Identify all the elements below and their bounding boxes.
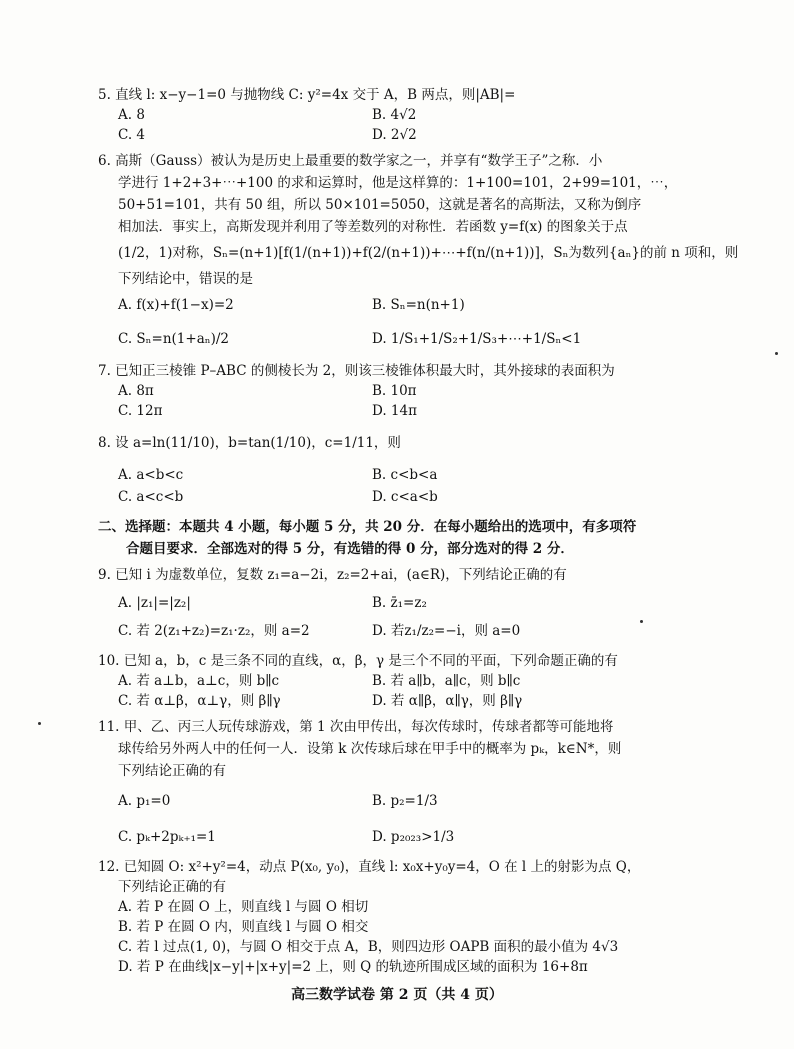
q9-option-b: B. z̄₁=z₂ [372, 595, 427, 611]
q10-option-b: B. 若 a∥b，a∥c，则 b∥c [372, 673, 521, 689]
q12-line-1: 12. 已知圆 O: x²+y²=4，动点 P(x₀, y₀)，直线 l: x₀x+y₀y=4，O 在 l 上的射影为点 Q， [98, 859, 641, 875]
q10-option-a: A. 若 a⊥b，a⊥c，则 b∥c [118, 673, 280, 689]
q12-option-a: A. 若 P 在圆 O 上，则直线 l 与圆 O 相切 [118, 899, 369, 915]
scan-speck [640, 620, 643, 623]
page-footer: 高三数学试卷 第 2 页（共 4 页） [291, 987, 503, 1003]
q7-option-d: D. 14π [372, 403, 417, 419]
q11-line-3: 下列结论正确的有 [118, 763, 226, 779]
q10-stem: 10. 已知 a，b，c 是三条不同的直线，α，β，γ 是三个不同的平面，下列命题正确的有 [98, 653, 618, 669]
q10-option-d: D. 若 α∥β，α∥γ，则 β∥γ [372, 693, 523, 709]
q8-option-c: C. a<c<b [118, 489, 184, 505]
q6-line-6: 下列结论中，错误的是 [118, 271, 253, 287]
q6-option-b: B. Sₙ=n(n+1) [372, 297, 465, 313]
q12-option-d: D. 若 P 在曲线|x−y|+|x+y|=2 上，则 Q 的轨迹所围成区域的面积为 16+8π [118, 959, 588, 975]
q11-option-d: D. p₂₀₂₃>1/3 [372, 829, 455, 845]
q11-option-b: B. p₂=1/3 [372, 793, 438, 809]
q6-line-3: 50+51=101，共有 50 组，所以 50×101=5050，这就是著名的高斯法，又称为倒序 [118, 197, 642, 213]
q7-option-b: B. 10π [372, 383, 417, 399]
q8-stem: 8. 设 a=ln(11/10)，b=tan(1/10)，c=1/11，则 [98, 435, 401, 451]
q9-option-d: D. 若z₁/z₂=−i，则 a=0 [372, 623, 521, 639]
q11-option-a: A. p₁=0 [118, 793, 171, 809]
q11-line-1: 11. 甲、乙、丙三人玩传球游戏，第 1 次由甲传出，每次传球时，传球者都等可能地将 [98, 719, 614, 735]
q5-option-c: C. 4 [118, 127, 146, 143]
q12-option-b: B. 若 P 在圆 O 内，则直线 l 与圆 O 相交 [118, 919, 369, 935]
section-2-heading: 二、选择题：本题共 4 小题，每小题 5 分，共 20 分．在每小题给出的选项中，有多项符 [98, 519, 637, 535]
q9-option-c: C. 若 2(z₁+z₂)=z₁·z₂，则 a=2 [118, 623, 310, 639]
section-2-heading-cont: 合题目要求．全部选对的得 5 分，有选错的得 0 分，部分选对的得 2 分． [126, 541, 574, 557]
q10-option-c: C. 若 α⊥β，α⊥γ，则 β∥γ [118, 693, 281, 709]
q12-line-2: 下列结论正确的有 [118, 879, 226, 895]
q6-option-d: D. 1/S₁+1/S₂+1/S₃+⋯+1/Sₙ<1 [372, 331, 582, 347]
q8-option-b: B. c<b<a [372, 467, 438, 483]
q8-option-d: D. c<a<b [372, 489, 438, 505]
q8-option-a: A. a<b<c [118, 467, 184, 483]
q6-line-5: (1/2，1)对称，Sₙ=(n+1)[f(1/(n+1))+f(2/(n+1))+⋯+f(n/(n+1))]，Sₙ为数列{aₙ}的前 n 项和，则 [118, 245, 739, 261]
q5-stem: 5. 直线 l: x−y−1=0 与抛物线 C: y²=4x 交于 A，B 两点，则|AB|= [98, 87, 516, 103]
q9-option-a: A. |z₁|=|z₂| [118, 595, 191, 611]
q12-option-c: C. 若 l 过点(1, 0)，与圆 O 相交于点 A，B，则四边形 OAPB 面积的最小值为 4√3 [118, 939, 619, 955]
q6-option-a: A. f(x)+f(1−x)=2 [118, 297, 234, 313]
q7-stem: 7. 已知正三棱锥 P–ABC 的侧棱长为 2，则该三棱锥体积最大时，其外接球的表面积为 [98, 363, 615, 379]
q6-line-1: 6. 高斯（Gauss）被认为是历史上最重要的数学家之一，并享有“数学王子”之称．小 [98, 153, 603, 169]
q7-option-c: C. 12π [118, 403, 163, 419]
q6-option-c: C. Sₙ=n(1+aₙ)/2 [118, 331, 229, 347]
q5-option-b: B. 4√2 [372, 107, 417, 123]
q5-option-d: D. 2√2 [372, 127, 417, 143]
q6-line-2: 学进行 1+2+3+⋯+100 的求和运算时，他是这样算的：1+100=101，2+99=101，⋯， [118, 175, 678, 191]
scan-speck [775, 352, 778, 355]
q9-stem: 9. 已知 i 为虚数单位，复数 z₁=a−2i，z₂=2+ai，(a∈R)，下列结论正确的有 [98, 567, 567, 583]
scan-speck [38, 722, 41, 725]
q6-line-4: 相加法．事实上，高斯发现并利用了等差数列的对称性．若函数 y=f(x) 的图象关于点 [118, 219, 628, 235]
q7-option-a: A. 8π [118, 383, 154, 399]
q11-option-c: C. pₖ+2pₖ₊₁=1 [118, 829, 216, 845]
q5-option-a: A. 8 [118, 107, 145, 123]
q11-line-2: 球传给另外两人中的任何一人．设第 k 次传球后球在甲手中的概率为 pₖ，k∈N*，则 [118, 741, 622, 757]
